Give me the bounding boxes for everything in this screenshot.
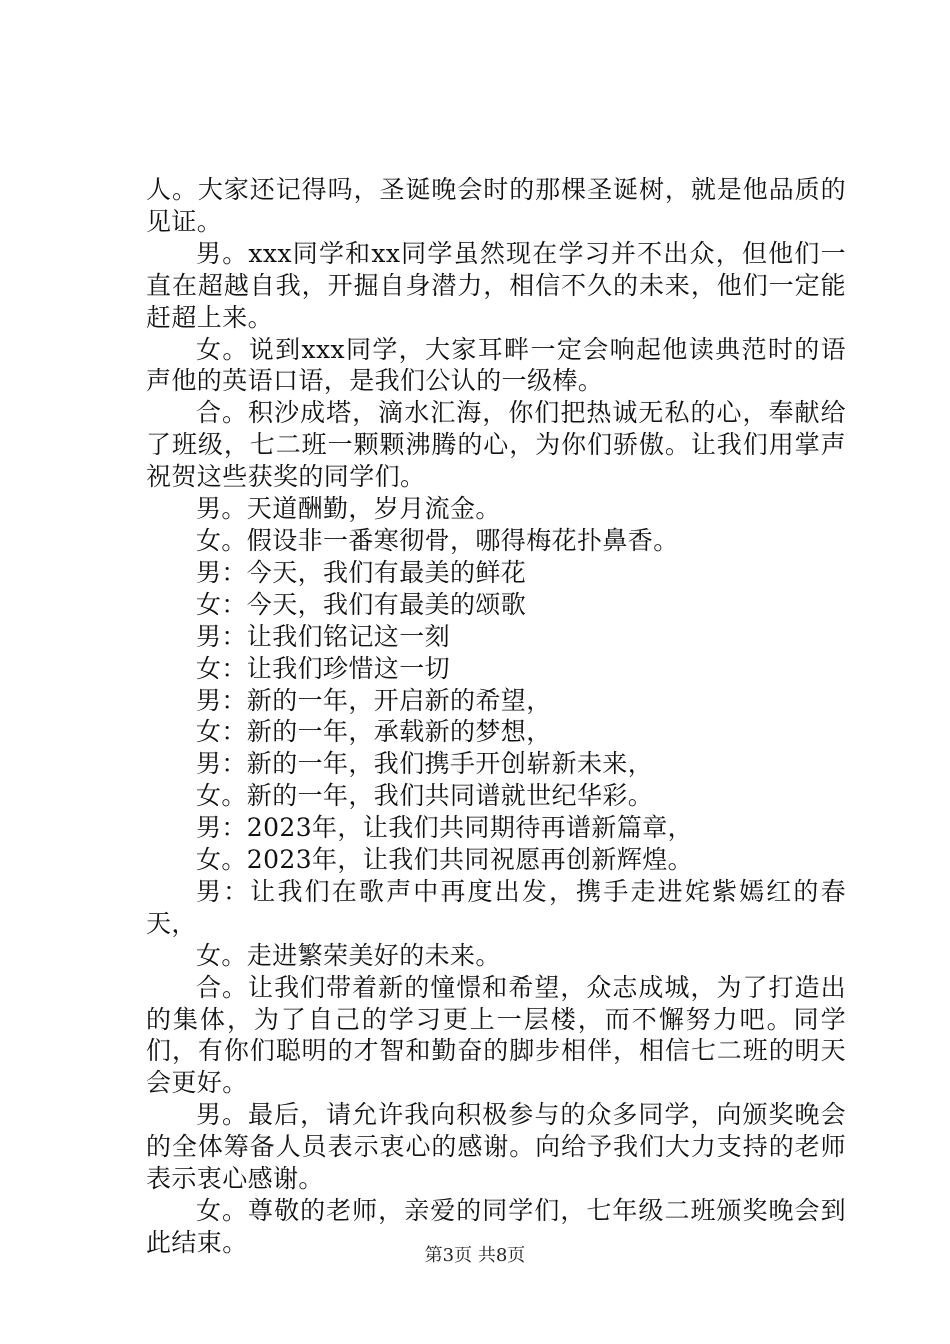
paragraph: 女。2023年，让我们共同祝愿再创新辉煌。	[196, 845, 694, 875]
paragraph: 男：新的一年，开启新的希望，	[196, 685, 552, 715]
paragraph: 合。积沙成塔，滴水汇海，你们把热诚无私的心，奉献给了班级，七二班一颗颗沸腾的心，为你们骄傲。让我们用掌声祝贺这些获奖的同学们。	[146, 398, 846, 492]
paragraph: 女。说到xxx同学，大家耳畔一定会响起他读典范时的语声他的英语口语，是我们公认的一级棒。	[146, 334, 846, 396]
paragraph: 男：让我们铭记这一刻	[196, 621, 451, 651]
page-number-footer: 第3页 共8页	[424, 1245, 526, 1266]
paragraph: 男：今天，我们有最美的鲜花	[196, 557, 527, 587]
paragraph: 男。最后，请允许我向积极参与的众多同学，向颁奖晚会的全体筹备人员表示衷心的感谢。向给予我们大力支持的老师表示衷心感谢。	[146, 1100, 846, 1194]
paragraph: 男：新的一年，我们携手开创崭新未来，	[196, 749, 654, 779]
paragraph: 女：让我们珍惜这一切	[196, 653, 451, 683]
paragraph: 女：今天，我们有最美的颂歌	[196, 589, 527, 619]
body-text	[146, 174, 846, 1259]
paragraph: 女。新的一年，我们共同谱就世纪华彩。	[196, 781, 654, 811]
paragraph: 男。天道酬勤，岁月流金。	[196, 494, 501, 524]
paragraph: 女。走进繁荣美好的未来。	[196, 940, 501, 970]
paragraph: 男：2023年，让我们共同期待再谱新篇章，	[196, 813, 694, 843]
paragraph: 合。让我们带着新的憧憬和希望，众志成城，为了打造出的集体，为了自己的学习更上一层楼，而不懈努力吧。同学们，有你们聪明的才智和勤奋的脚步相伴，相信七二班的明天会更好。	[146, 972, 846, 1098]
paragraph: 男。xxx同学和xx同学虽然现在学习并不出众，但他们一直在超越自我，开掘自身潜力，相信不久的未来，他们一定能赶超上来。	[146, 238, 846, 332]
paragraph: 人。大家还记得吗，圣诞晚会时的那棵圣诞树，就是他品质的见证。	[146, 175, 846, 236]
paragraph: 男：让我们在歌声中再度出发，携手走进姹紫嫣红的春天，	[146, 876, 846, 938]
paragraph: 女。尊敬的老师，亲爱的同学们，七年级二班颁奖晚会到此结束。	[146, 1196, 846, 1257]
paragraph: 女：新的一年，承载新的梦想，	[196, 717, 552, 747]
paragraph: 女。假设非一番寒彻骨，哪得梅花扑鼻香。	[196, 525, 679, 555]
